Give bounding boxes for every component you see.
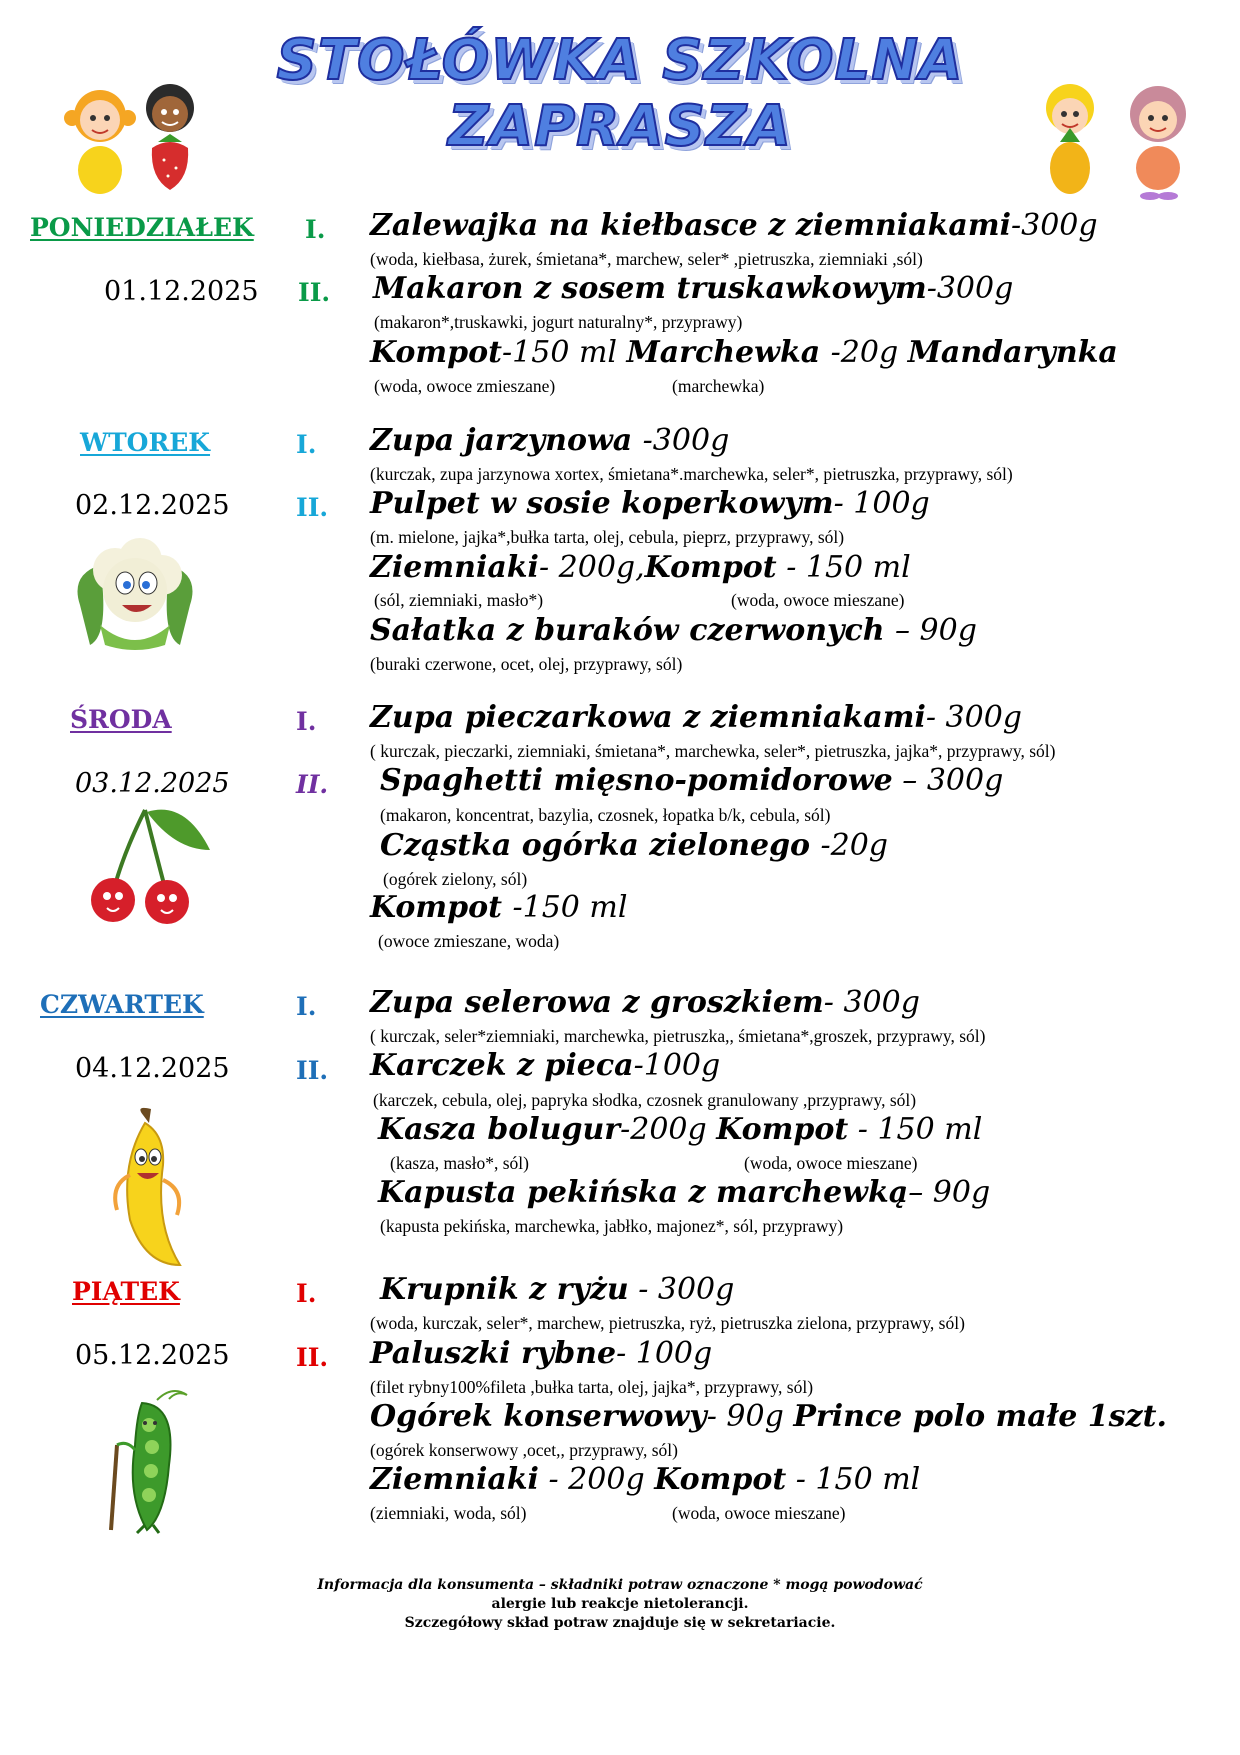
dish-title: Spaghetti mięsno-pomidorowe – 300g: [380, 763, 1004, 798]
day-date-friday: 05.12.2025: [75, 1340, 230, 1371]
dish-title: Sałatka z buraków czerwonych – 90g: [370, 613, 977, 648]
dish-title: Kasza bolugur-200g Kompot - 150 ml: [378, 1112, 983, 1147]
dish-ingredients: (woda, owoce mieszane): [744, 1153, 918, 1173]
kids-with-fruit-left-icon: [40, 78, 240, 198]
dish-ingredients: ( kurczak, seler*ziemniaki, marchewka, pietruszka,, śmietana*,groszek, przyprawy, sól): [370, 1026, 986, 1046]
dish-title: Pulpet w sosie koperkowym- 100g: [370, 486, 930, 521]
allergen-notice: [0, 1576, 1240, 1633]
dish-ingredients: (marchewka): [672, 376, 765, 396]
dish-ingredients: (makaron, koncentrat, bazylia, czosnek, łopatka b/k, cebula, sól): [380, 805, 831, 825]
dish-title: Kapusta pekińska z marchewką– 90g: [378, 1175, 991, 1210]
title-line-1: STOŁÓWKA SZKOLNA: [276, 28, 964, 93]
course-number: I.: [305, 215, 326, 244]
course-number: I.: [296, 707, 317, 736]
dish-title: Karczek z pieca-100g: [370, 1048, 721, 1083]
dish-title: Zupa selerowa z groszkiem- 300g: [370, 985, 920, 1020]
day-date-monday: 01.12.2025: [104, 276, 259, 307]
dish-ingredients: (woda, kurczak, seler*, marchew, pietruszka, ryż, pietruszka zielona, przyprawy, sól): [370, 1313, 965, 1333]
dish-title: Kompot -150 ml: [370, 890, 628, 925]
day-name-thursday: CZWARTEK: [40, 990, 204, 1019]
kids-with-fruit-right-icon: [1020, 78, 1220, 203]
title-line-2: ZAPRASZA: [448, 94, 792, 159]
notice-line-1: Informacja dla konsumenta – składniki potraw oznaczone * mogą powodować: [317, 1577, 923, 1593]
dish-title: Cząstka ogórka zielonego -20g: [380, 828, 889, 863]
dish-ingredients: (owoce zmieszane, woda): [378, 931, 560, 951]
course-number: II.: [296, 493, 329, 522]
dish-ingredients: (buraki czerwone, ocet, olej, przyprawy, sól): [370, 654, 683, 674]
course-number: II.: [296, 1056, 329, 1085]
dish-ingredients: (ogórek konserwowy ,ocet,, przyprawy, sól): [370, 1440, 678, 1460]
dish-title: Zalewajka na kiełbasce z ziemniakami-300g: [370, 208, 1098, 243]
dish-ingredients: (kurczak, zupa jarzynowa xortex, śmietana*.marchewka, seler*, pietruszka, przyprawy, sól): [370, 464, 1013, 484]
dish-title: Kompot-150 ml Marchewka -20g Mandarynka: [370, 335, 1118, 370]
dish-title: Ziemniaki- 200g,Kompot - 150 ml: [370, 550, 911, 585]
day-name-tuesday: WTOREK: [80, 428, 211, 457]
day-date-wednesday: 03.12.2025: [75, 768, 230, 799]
course-number: I.: [296, 430, 317, 459]
pea-pod-icon: [97, 1385, 197, 1535]
banana-icon: [105, 1105, 200, 1275]
course-number: I.: [296, 992, 317, 1021]
dish-ingredients: (ogórek zielony, sól): [383, 869, 528, 889]
course-number: I.: [296, 1279, 317, 1308]
dish-title: Krupnik z ryżu - 300g: [380, 1272, 735, 1307]
dish-ingredients: ( kurczak, pieczarki, ziemniaki, śmietana*, marchewka, seler*, pietruszka, jajka*, przyprawy, sól): [370, 741, 1056, 761]
dish-title: Zupa jarzynowa -300g: [370, 423, 730, 458]
dish-ingredients: (kapusta pekińska, marchewka, jabłko, majonez*, sól, przyprawy): [380, 1216, 844, 1236]
dish-ingredients: (m. mielone, jajka*,bułka tarta, olej, cebula, pieprz, przyprawy, sól): [370, 527, 845, 547]
course-number: II.: [298, 278, 331, 307]
day-name-monday: PONIEDZIAŁEK: [30, 213, 254, 242]
cauliflower-icon: [70, 535, 200, 655]
day-name-friday: PIĄTEK: [72, 1277, 180, 1306]
dish-ingredients: (kasza, masło*, sól): [390, 1153, 529, 1173]
day-date-thursday: 04.12.2025: [75, 1053, 230, 1084]
dish-ingredients: (sól, ziemniaki, masło*): [374, 590, 544, 610]
dish-title: Ogórek konserwowy- 90g Prince polo małe 1szt.: [370, 1399, 1167, 1434]
dish-ingredients: (makaron*,truskawki, jogurt naturalny*, przyprawy): [374, 312, 743, 332]
day-name-wednesday: ŚRODA: [70, 705, 172, 734]
dish-ingredients: (woda, owoce mieszane): [672, 1503, 846, 1523]
notice-line-2: alergie lub reakcje nietolerancji.: [491, 1596, 749, 1612]
dish-ingredients: (filet rybny100%fileta ,bułka tarta, olej, jajka*, przyprawy, sól): [370, 1377, 814, 1397]
dish-ingredients: (karczek, cebula, olej, papryka słodka, czosnek granulowany ,przyprawy, sól): [373, 1090, 917, 1110]
course-number: II.: [296, 770, 329, 799]
day-date-tuesday: 02.12.2025: [75, 490, 230, 521]
dish-title: Makaron z sosem truskawkowym-300g: [373, 271, 1014, 306]
dish-ingredients: (ziemniaki, woda, sól): [370, 1503, 527, 1523]
dish-title: Zupa pieczarkowa z ziemniakami- 300g: [370, 700, 1022, 735]
notice-line-3: Szczegółowy skład potraw znajduje się w sekretariacie.: [404, 1615, 836, 1631]
dish-title: Ziemniaki - 200g Kompot - 150 ml: [370, 1462, 921, 1497]
dish-ingredients: (woda, kiełbasa, żurek, śmietana*, marchew, seler* ,pietruszka, ziemniaki ,sól): [370, 249, 923, 269]
dish-title: Paluszki rybne- 100g: [370, 1336, 713, 1371]
dish-ingredients: (woda, owoce zmieszane): [374, 376, 556, 396]
course-number: II.: [296, 1343, 329, 1372]
dish-ingredients: (woda, owoce mieszane): [731, 590, 905, 610]
cherries-icon: [85, 800, 215, 925]
